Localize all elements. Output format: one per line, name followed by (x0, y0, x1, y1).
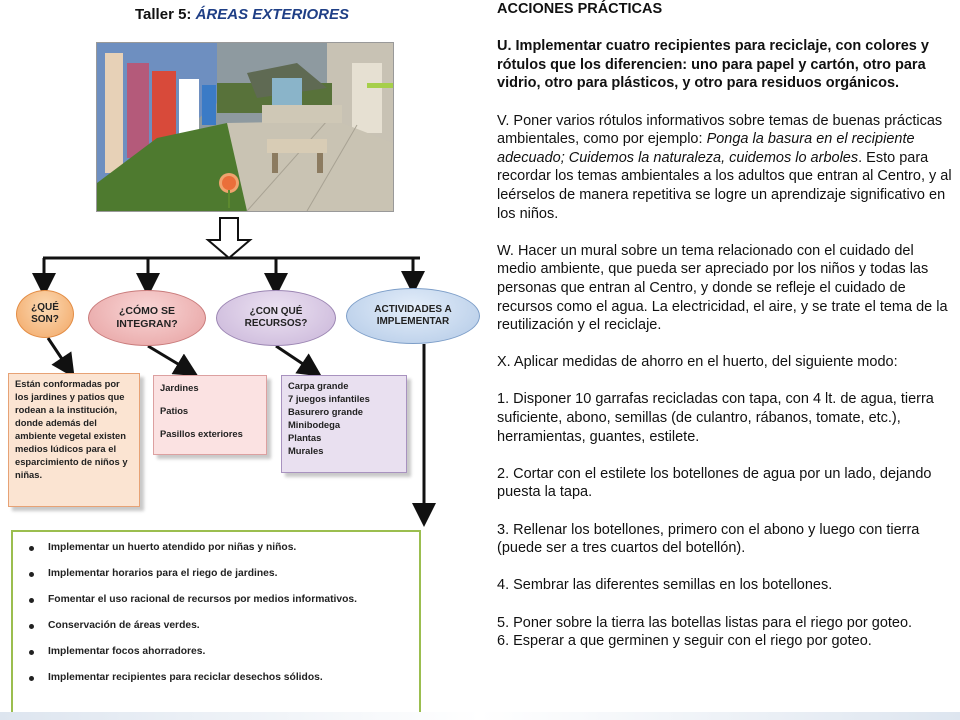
activity-item (19, 646, 411, 672)
bubble-label: INTEGRAN? (116, 318, 178, 330)
action-w: W. Hacer un mural sobre un tema relacionado con el cuidado del medio ambiente, que pueda ser apreciado por los niños y todas las personas que entran al Centro, y donde se refleje el cuidado de recursos como el agua. La electricidad, el aire, y se trate el tema de la reutilización y el reciclaje. (497, 242, 948, 334)
integration-item: Jardines (160, 382, 199, 393)
activity-item (19, 542, 411, 568)
flower-stem (228, 190, 230, 208)
bubble-que-son (16, 290, 74, 338)
bubble-con-que-recursos (216, 290, 336, 346)
bubble-actividades (346, 288, 480, 344)
activity-text: Implementar recipientes para reciclar desechos sólidos. (48, 672, 323, 683)
resource-item: 7 juegos infantiles (288, 392, 370, 404)
bubble-como-se-integran (88, 290, 206, 346)
garden-photo (96, 42, 394, 212)
bubble-label: RECURSOS? (244, 318, 308, 329)
bullet-icon (29, 650, 34, 655)
action-v-text: V. Poner varios rótulos informativos sobre temas de buenas prácticas ambientales, como por ejemplo: (497, 112, 943, 148)
activity-item (19, 620, 411, 646)
activity-item (19, 672, 411, 698)
section-heading: ACCIONES PRÁCTICAS (497, 1, 663, 17)
resource-item: Plantas (288, 431, 322, 443)
resource-item: Basurero grande (288, 405, 364, 417)
bullet-icon (29, 676, 34, 681)
definition-box (8, 373, 140, 507)
step-5: 5. Poner sobre la tierra las botellas listas para el riego por goteo. (497, 614, 913, 631)
bubble-label: ACTIVIDADES A (374, 303, 452, 315)
page-title (135, 6, 349, 23)
activity-text: Conservación de áreas verdes. (48, 620, 200, 631)
step-2: 2. Cortar con el estilete los botellones de agua por un lado, dejando puesta la tapa. (497, 465, 932, 501)
resource-item: Carpa grande (288, 380, 349, 391)
bubble-label: ¿CÓMO SE (118, 304, 175, 317)
action-v (497, 112, 955, 224)
activities-box (11, 530, 421, 714)
action-x: X. Aplicar medidas de ahorro en el huerto, del siguiente modo: (497, 354, 898, 371)
action-u: U. Implementar cuatro recipientes para reciclaje, con colores y rótulos que los diferencien: uno para papel y cartón, otro para vidrio, otro para plásticos, y otro para residuos orgánicos. (497, 38, 929, 92)
activity-text: Implementar horarios para el riego de jardines. (48, 568, 278, 579)
definition-text: Están conformadas por los jardines y patios que rodean a la institución, donde además del ambiente vegetal existen medios lúdicos para el esparcimiento de niños y niñas. (15, 378, 128, 480)
bubble-label: ¿QUÉ (31, 301, 59, 313)
bubble-label: ¿CON QUÉ (249, 305, 303, 317)
flower-decoration (222, 176, 236, 190)
bullet-icon (29, 624, 34, 629)
resources-box (281, 375, 407, 473)
practical-actions-panel (497, 0, 955, 651)
integration-box (153, 375, 267, 455)
bottom-stripe (0, 712, 960, 720)
action-v-text-end: . Esto para recordar los temas ambientales a los adultos que entran al Centro, y al leérselos de manera repetitiva se logre un aprendizaje significativo en los niños. (497, 149, 952, 222)
action-v-example: Ponga la basura en el recipiente adecuado; Cuidemos la naturaleza, cuidemos lo arboles (497, 131, 915, 166)
step-3: 3. Rellenar los botellones, primero con el abono y luego con tierra (puede ser a tres cuartos del botellón). (497, 521, 920, 557)
activity-text: Implementar focos ahorradores. (48, 646, 206, 657)
activity-text: Fomentar el uso racional de recursos por medios informativos. (48, 594, 357, 605)
bubble-label: SON? (31, 314, 59, 325)
bubble-label: IMPLEMENTAR (376, 316, 450, 327)
step-4: 4. Sembrar las diferentes semillas en los botellones. (497, 577, 833, 594)
activities-list (13, 532, 419, 698)
resource-item: Minibodega (288, 418, 341, 430)
integration-item: Patios (160, 404, 189, 416)
bullet-icon (29, 598, 34, 603)
title-prefix: Taller 5: (135, 6, 196, 23)
activity-item (19, 568, 411, 594)
step-6: 6. Esperar a que germinen y seguir con el riego por goteo. (497, 633, 872, 650)
garden-photo-illustration (97, 43, 393, 211)
step-1: 1. Disponer 10 garrafas recicladas con tapa, con 4 lt. de agua, tierra suficiente, abono, semillas (de culantro, rábanos, tomate, etc.), herramientas, guantes, estilete. (497, 391, 934, 445)
activity-text: Implementar un huerto atendido por niñas y niños. (48, 542, 297, 553)
bullet-icon (29, 546, 34, 551)
integration-item: Pasillos exteriores (160, 427, 243, 439)
activity-item (19, 594, 411, 620)
title-main: ÁREAS EXTERIORES (195, 6, 349, 23)
down-arrow-icon (208, 218, 250, 258)
bullet-icon (29, 572, 34, 577)
resource-item: Murales (288, 444, 324, 456)
